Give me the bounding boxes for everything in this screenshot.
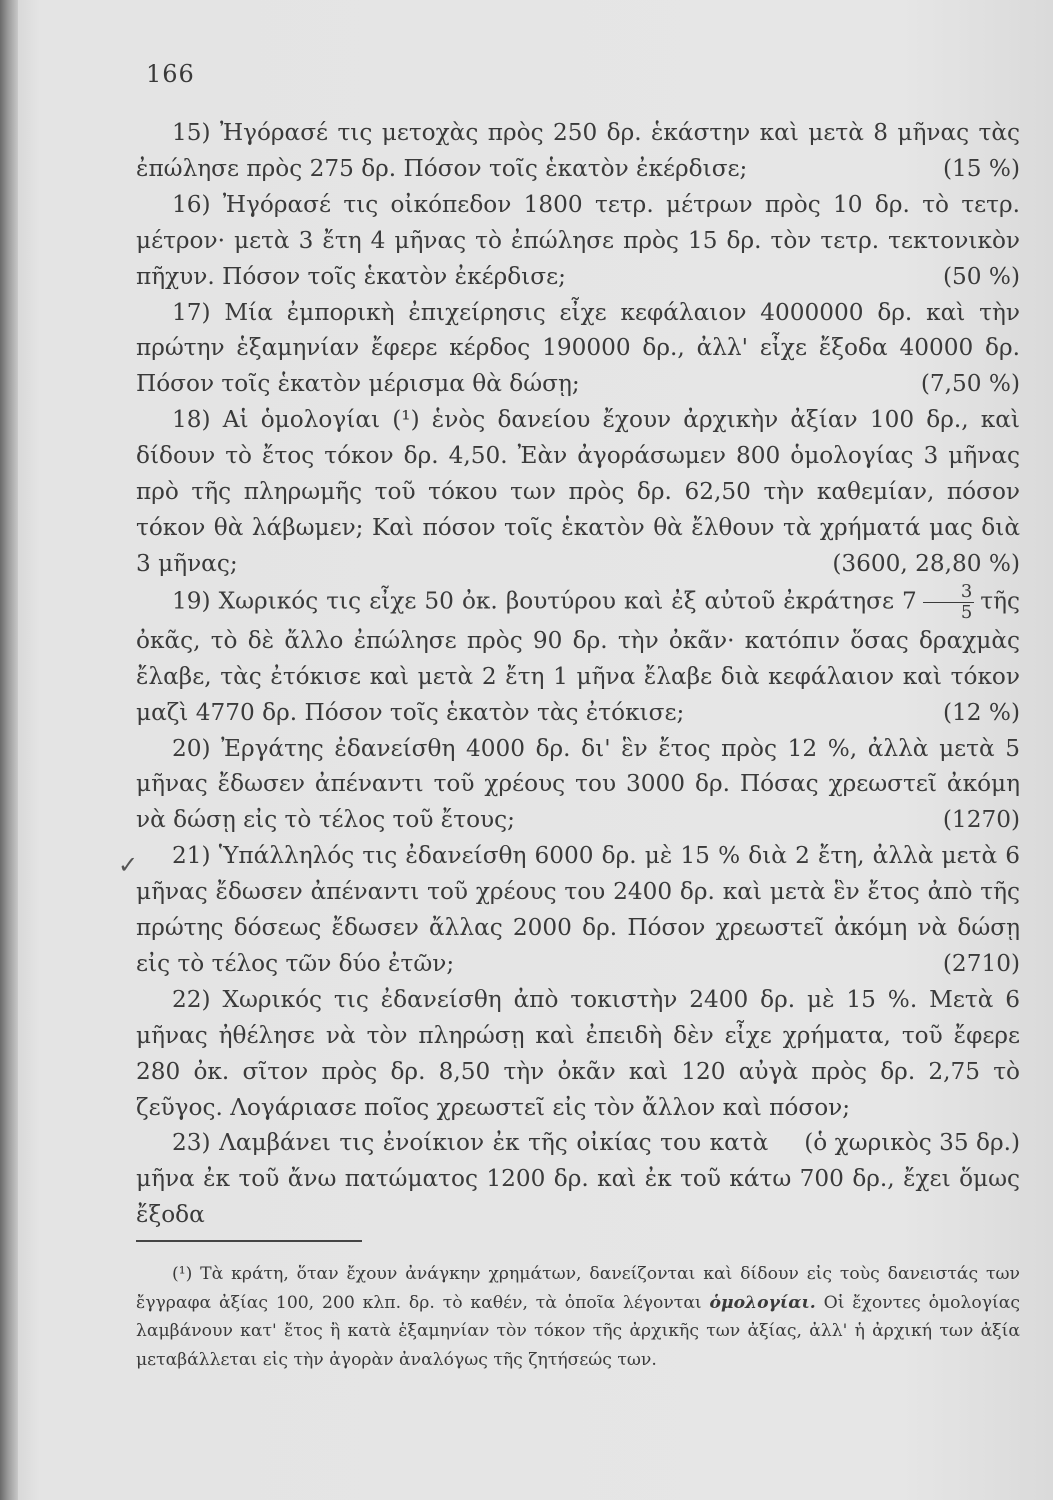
problem-16: 16) Ἠγόρασέ τις οἰκόπεδον 1800 τετρ. μέτρων πρὸς 10 δρ. τὸ τετρ. μέτρον· μετὰ 3 ἔτη 4 μῆνας τὸ ἐπώλησε πρὸς 15 δρ. τὸν τετρ. τεκτονικὸν πῆχυν. Πόσον τοῖς ἑκατὸν ἐκέρδισε; (50 %)	[136, 187, 1020, 295]
footnote-term: ὁμολογίαι.	[709, 1292, 816, 1313]
problem-22: 22) Χωρικός τις ἐδανείσθη ἀπὸ τοκιστὴν 2400 δρ. μὲ 15 %. Μετὰ 6 μῆνας ἠθέλησε νὰ τὸν πληρώσῃ καὶ ἐπειδὴ δὲν εἶχε χρήματα, τοῦ ἔφερε 280 ὀκ. σῖτον πρὸς δρ. 8,50 τὴν ὀκᾶν καὶ 120 αὐγὰ πρὸς δρ. 2,75 τὸ ζεῦγος. Λογάριασε ποῖος χρεωστεῖ εἰς τὸν ἄλλον καὶ πόσον; (ὁ χωρικὸς 35 δρ.)	[136, 982, 1020, 1126]
problem-23: 23) Λαμβάνει τις ἐνοίκιον ἐκ τῆς οἰκίας του κατὰ μῆνα ἐκ τοῦ ἄνω πατώματος 1200 δρ. καὶ ἐκ τοῦ κάτω 700 δρ., ἔχει ὅμως ἔξοδα	[136, 1129, 1020, 1229]
answer-16: (50 %)	[942, 262, 1020, 290]
problem-17: 17) Μία ἐμπορικὴ ἐπιχείρησις εἶχε κεφάλαιον 4000000 δρ. καὶ τὴν πρώτην ἑξαμηνίαν ἔφερε κέρδος 190000 δρ., ἀλλ' εἶχε ἔξοδα 40000 δρ. Πόσον τοῖς ἑκατὸν μέρισμα θὰ δώσῃ; (7,50 %)	[136, 295, 1020, 403]
problem-20: 20) Ἐργάτης ἐδανείσθη 4000 δρ. δι' ἓν ἔτος πρὸς 12 %, ἀλλὰ μετὰ 5 μῆνας ἔδωσεν ἀπέναντι τοῦ χρέους του 3000 δρ. Πόσας χρεωστεῖ ἀκόμη νὰ δώσῃ εἰς τὸ τέλος τοῦ ἔτους; (1270)	[136, 731, 1020, 839]
fraction: $\frac{3}{5}$	[923, 582, 974, 623]
footnote-divider	[136, 1240, 362, 1242]
page-binding-shadow	[0, 0, 18, 1500]
answer-17: (7,50 %)	[920, 370, 1020, 398]
answer-21: (2710)	[942, 949, 1020, 977]
handwritten-check-mark: ✓	[118, 851, 139, 879]
page-number: 166	[146, 60, 195, 88]
problem-18: 18) Αἱ ὁμολογίαι (¹) ἑνὸς δανείου ἔχουν ἀρχικὴν ἀξίαν 100 δρ., καὶ δίδουν τὸ ἔτος τόκον δρ. 4,50. Ἐὰν ἀγοράσωμεν 800 ὁμολογίας 3 μῆνας πρὸ τῆς πληρωμῆς τοῦ τόκου των πρὸς δρ. 62,50 τὴν καθεμίαν, πόσον τόκον θὰ λάβωμεν; Καὶ πόσον τοῖς ἑκατὸν θὰ ἔλθουν τὰ χρήματά μας διὰ 3 μῆνας; (3600, 28,80 %)	[136, 402, 1020, 582]
answer-22: (ὁ χωρικὸς 35 δρ.)	[804, 1129, 1020, 1157]
footnote: (¹) Τὰ κράτη, ὅταν ἔχουν ἀνάγκην χρημάτων, δανείζονται καὶ δίδουν εἰς τοὺς δανειστάς των ἔγγραφα ἀξίας 100, 200 κλπ. δρ. τὸ καθέν, τὰ ὁποῖα λέγονται ὁμολογίαι. Οἱ ἔχοντες ὁμολογίας λαμβάνουν κατ' ἔτος ἢ κατὰ ἑξαμηνίαν τὸν τόκον τῆς ἀρχικῆς των ἀξίας, ἀλλ' ἡ ἀρχική των ἀξία μεταβάλλεται εἰς τὴν ἀγορὰν ἀναλόγως τῆς ζητήσεώς των.	[136, 1264, 1020, 1370]
problem-list	[136, 115, 1020, 1233]
problem-19: 19) Χωρικός τις εἶχε 50 ὀκ. βουτύρου καὶ ἐξ αὐτοῦ ἐκράτησε 7 $\frac{3}{5}$ τῆς ὀκᾶς, τὸ δὲ ἄλλο ἐπώλησε πρὸς 90 δρ. τὴν ὀκᾶν· κατόπιν ὅσας δραχμὰς ἔλαβε, τὰς ἐτόκισε καὶ μετὰ 2 ἔτη 1 μῆνα ἔλαβε διὰ κεφάλαιον καὶ τόκον μαζὶ 4770 δρ. Πόσον τοῖς ἑκατὸν τὰς ἐτόκισε; (12 %)	[136, 582, 1020, 731]
answer-19: (12 %)	[942, 698, 1020, 726]
problem-15: 15) Ἠγόρασέ τις μετοχὰς πρὸς 250 δρ. ἑκάστην καὶ μετὰ 8 μῆνας τὰς ἐπώλησε πρὸς 275 δρ. Πόσον τοῖς ἑκατὸν ἐκέρδισε; (15 %)	[136, 115, 1020, 187]
answer-15: (15 %)	[942, 154, 1020, 182]
answer-18: (3600, 28,80 %)	[832, 549, 1020, 577]
answer-20: (1270)	[942, 806, 1020, 834]
problem-21: 21) Ὑπάλληλός τις ἐδανείσθη 6000 δρ. μὲ 15 % διὰ 2 ἔτη, ἀλλὰ μετὰ 6 μῆνας ἔδωσεν ἀπέναντι τοῦ χρέους του 2400 δρ. καὶ μετὰ ἓν ἔτος ἀπὸ τῆς πρώτης δόσεως ἔδωσεν ἄλλας 2000 δρ. Πόσον χρεωστεῖ ἀκόμη νὰ δώσῃ εἰς τὸ τέλος τῶν δύο ἐτῶν; (2710)	[136, 838, 1020, 982]
